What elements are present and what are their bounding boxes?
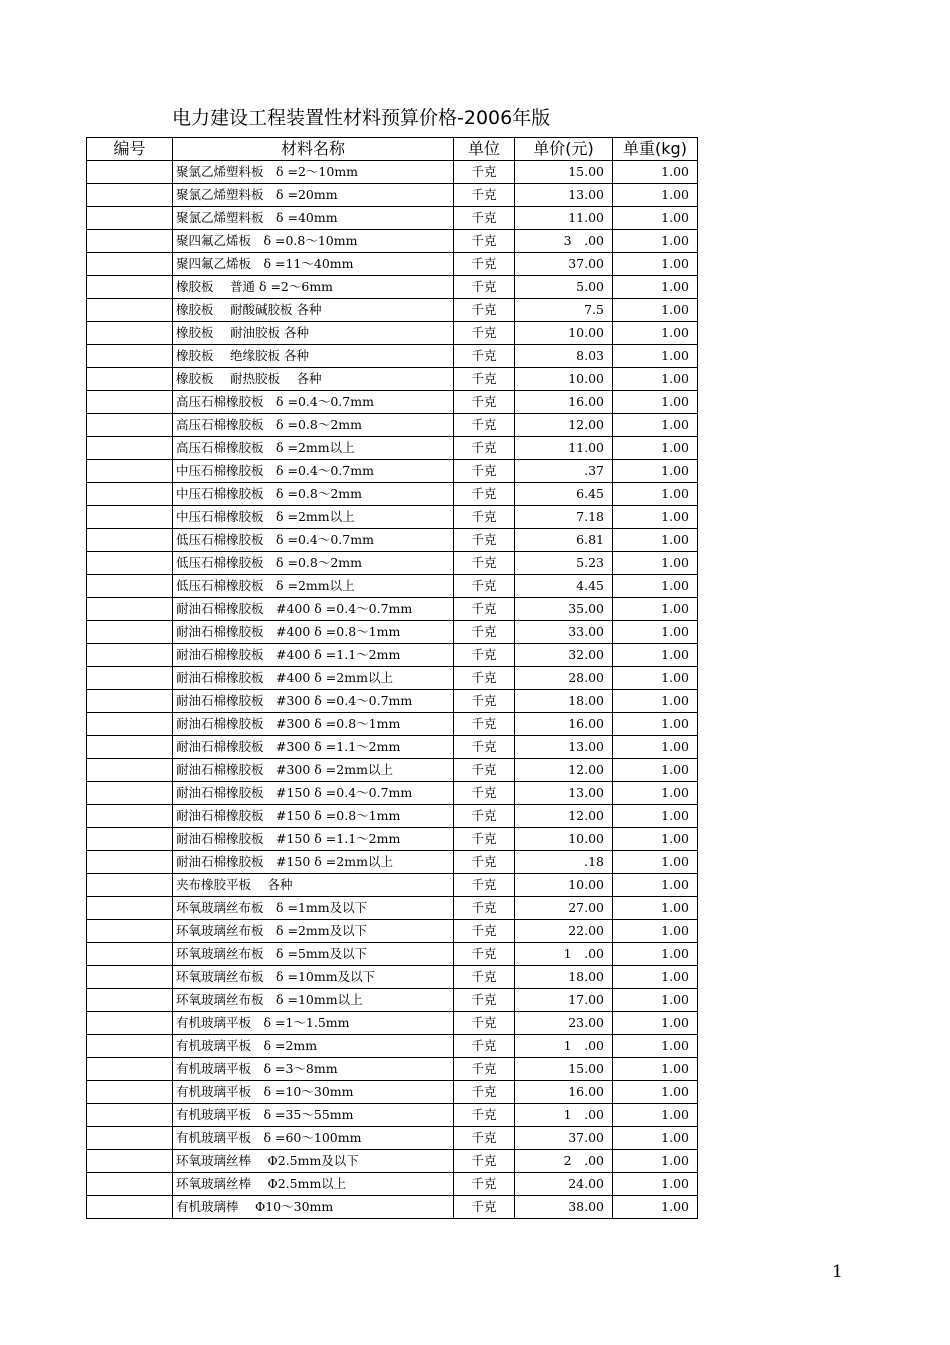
cell-unit-price: 7.18 bbox=[515, 506, 613, 529]
cell-unit-price: 11.00 bbox=[515, 207, 613, 230]
cell-material-name: 夹布橡胶平板 各种 bbox=[173, 874, 454, 897]
cell-unit-price: 13.00 bbox=[515, 736, 613, 759]
cell-unit-price: 37.00 bbox=[515, 253, 613, 276]
cell-code bbox=[87, 713, 173, 736]
cell-unit-weight: 1.00 bbox=[613, 345, 698, 368]
cell-material-name: 高压石棉橡胶板 δ =0.8～2mm bbox=[173, 414, 454, 437]
table-row bbox=[87, 529, 698, 552]
header-unit: 单位 bbox=[454, 138, 515, 161]
cell-code bbox=[87, 851, 173, 874]
cell-unit-weight: 1.00 bbox=[613, 184, 698, 207]
cell-code bbox=[87, 184, 173, 207]
cell-material-name: 耐油石棉橡胶板 #150 δ =2mm以上 bbox=[173, 851, 454, 874]
cell-material-name: 有机玻璃平板 δ =60～100mm bbox=[173, 1127, 454, 1150]
cell-unit-price: 33.00 bbox=[515, 621, 613, 644]
cell-unit-price: 16.00 bbox=[515, 1081, 613, 1104]
table-row bbox=[87, 1081, 698, 1104]
table-body bbox=[87, 161, 698, 1219]
cell-code bbox=[87, 230, 173, 253]
cell-code bbox=[87, 1196, 173, 1219]
cell-code bbox=[87, 506, 173, 529]
table-row bbox=[87, 713, 698, 736]
cell-unit-weight: 1.00 bbox=[613, 828, 698, 851]
cell-unit-weight: 1.00 bbox=[613, 529, 698, 552]
cell-material-name: 低压石棉橡胶板 δ =0.8～2mm bbox=[173, 552, 454, 575]
cell-material-name: 橡胶板 普通 δ =2～6mm bbox=[173, 276, 454, 299]
cell-material-name: 有机玻璃平板 δ =35～55mm bbox=[173, 1104, 454, 1127]
cell-unit-price: 18.00 bbox=[515, 690, 613, 713]
cell-unit: 千克 bbox=[454, 391, 515, 414]
cell-unit-weight: 1.00 bbox=[613, 207, 698, 230]
cell-material-name: 耐油石棉橡胶板 #150 δ =1.1～2mm bbox=[173, 828, 454, 851]
cell-material-name: 聚四氟乙烯板 δ =0.8～10mm bbox=[173, 230, 454, 253]
cell-material-name: 中压石棉橡胶板 δ =0.4～0.7mm bbox=[173, 460, 454, 483]
cell-unit-weight: 1.00 bbox=[613, 920, 698, 943]
cell-unit-price: 38.00 bbox=[515, 1196, 613, 1219]
cell-unit-weight: 1.00 bbox=[613, 874, 698, 897]
cell-material-name: 有机玻璃平板 δ =2mm bbox=[173, 1035, 454, 1058]
cell-material-name: 耐油石棉橡胶板 #400 δ =0.8～1mm bbox=[173, 621, 454, 644]
cell-material-name: 环氧玻璃丝布板 δ =5mm及以下 bbox=[173, 943, 454, 966]
cell-code bbox=[87, 552, 173, 575]
cell-unit: 千克 bbox=[454, 805, 515, 828]
table-row bbox=[87, 368, 698, 391]
cell-code bbox=[87, 805, 173, 828]
table-row bbox=[87, 759, 698, 782]
cell-code bbox=[87, 621, 173, 644]
table-row bbox=[87, 1035, 698, 1058]
table-row bbox=[87, 1104, 698, 1127]
table-row bbox=[87, 253, 698, 276]
cell-code bbox=[87, 345, 173, 368]
cell-unit-price: 16.00 bbox=[515, 391, 613, 414]
cell-unit-price: 22.00 bbox=[515, 920, 613, 943]
cell-unit-weight: 1.00 bbox=[613, 621, 698, 644]
table-row bbox=[87, 207, 698, 230]
cell-unit-weight: 1.00 bbox=[613, 897, 698, 920]
cell-unit-weight: 1.00 bbox=[613, 1058, 698, 1081]
cell-unit-price: 24.00 bbox=[515, 1173, 613, 1196]
cell-unit-weight: 1.00 bbox=[613, 1104, 698, 1127]
cell-unit-price: 1 .00 bbox=[515, 1104, 613, 1127]
cell-unit-weight: 1.00 bbox=[613, 598, 698, 621]
cell-unit: 千克 bbox=[454, 667, 515, 690]
table-row bbox=[87, 943, 698, 966]
cell-unit: 千克 bbox=[454, 1196, 515, 1219]
cell-code bbox=[87, 529, 173, 552]
table-header-row bbox=[87, 138, 698, 161]
cell-unit: 千克 bbox=[454, 989, 515, 1012]
cell-material-name: 中压石棉橡胶板 δ =2mm以上 bbox=[173, 506, 454, 529]
cell-unit: 千克 bbox=[454, 1127, 515, 1150]
cell-unit-weight: 1.00 bbox=[613, 276, 698, 299]
cell-unit-price: 2 .00 bbox=[515, 1150, 613, 1173]
cell-material-name: 聚氯乙烯塑料板 δ =40mm bbox=[173, 207, 454, 230]
cell-material-name: 橡胶板 耐酸碱胶板 各种 bbox=[173, 299, 454, 322]
cell-unit-weight: 1.00 bbox=[613, 506, 698, 529]
cell-code bbox=[87, 161, 173, 184]
table-row bbox=[87, 506, 698, 529]
cell-material-name: 橡胶板 绝缘胶板 各种 bbox=[173, 345, 454, 368]
cell-unit-price: 8.03 bbox=[515, 345, 613, 368]
cell-code bbox=[87, 1058, 173, 1081]
cell-code bbox=[87, 1081, 173, 1104]
cell-unit-weight: 1.00 bbox=[613, 483, 698, 506]
cell-material-name: 低压石棉橡胶板 δ =0.4～0.7mm bbox=[173, 529, 454, 552]
cell-unit: 千克 bbox=[454, 828, 515, 851]
cell-unit-price: 4.45 bbox=[515, 575, 613, 598]
cell-unit: 千克 bbox=[454, 1012, 515, 1035]
cell-unit: 千克 bbox=[454, 1150, 515, 1173]
cell-unit: 千克 bbox=[454, 230, 515, 253]
cell-unit-weight: 1.00 bbox=[613, 1035, 698, 1058]
cell-unit-price: 15.00 bbox=[515, 1058, 613, 1081]
table-row bbox=[87, 621, 698, 644]
cell-code bbox=[87, 644, 173, 667]
header-weight: 单重(kg) bbox=[613, 138, 698, 161]
cell-code bbox=[87, 1035, 173, 1058]
cell-unit: 千克 bbox=[454, 897, 515, 920]
cell-material-name: 环氧玻璃丝棒 Φ2.5mm及以下 bbox=[173, 1150, 454, 1173]
cell-code bbox=[87, 759, 173, 782]
cell-code bbox=[87, 207, 173, 230]
cell-unit-weight: 1.00 bbox=[613, 552, 698, 575]
cell-unit: 千克 bbox=[454, 713, 515, 736]
cell-code bbox=[87, 897, 173, 920]
cell-unit-price: 1 .00 bbox=[515, 943, 613, 966]
table-row bbox=[87, 667, 698, 690]
table-row bbox=[87, 897, 698, 920]
cell-unit-price: 28.00 bbox=[515, 667, 613, 690]
table-row bbox=[87, 805, 698, 828]
cell-unit: 千克 bbox=[454, 736, 515, 759]
cell-material-name: 环氧玻璃丝布板 δ =10mm及以下 bbox=[173, 966, 454, 989]
cell-unit-weight: 1.00 bbox=[613, 989, 698, 1012]
table-row bbox=[87, 644, 698, 667]
header-name: 材料名称 bbox=[173, 138, 454, 161]
cell-unit-price: .18 bbox=[515, 851, 613, 874]
table-row bbox=[87, 1150, 698, 1173]
cell-material-name: 耐油石棉橡胶板 #400 δ =2mm以上 bbox=[173, 667, 454, 690]
cell-unit-weight: 1.00 bbox=[613, 161, 698, 184]
table-row bbox=[87, 920, 698, 943]
cell-unit-price: 32.00 bbox=[515, 644, 613, 667]
cell-unit-weight: 1.00 bbox=[613, 713, 698, 736]
table-row bbox=[87, 736, 698, 759]
cell-material-name: 高压石棉橡胶板 δ =2mm以上 bbox=[173, 437, 454, 460]
cell-unit-weight: 1.00 bbox=[613, 1150, 698, 1173]
cell-material-name: 耐油石棉橡胶板 #300 δ =1.1～2mm bbox=[173, 736, 454, 759]
header-price: 单价(元) bbox=[515, 138, 613, 161]
cell-unit-price: 5.00 bbox=[515, 276, 613, 299]
table-row bbox=[87, 460, 698, 483]
table-row bbox=[87, 276, 698, 299]
cell-unit-price: 6.81 bbox=[515, 529, 613, 552]
cell-unit-weight: 1.00 bbox=[613, 322, 698, 345]
cell-code bbox=[87, 1173, 173, 1196]
table-row bbox=[87, 345, 698, 368]
cell-unit: 千克 bbox=[454, 621, 515, 644]
cell-material-name: 环氧玻璃丝布板 δ =2mm及以下 bbox=[173, 920, 454, 943]
cell-unit-weight: 1.00 bbox=[613, 736, 698, 759]
cell-unit-weight: 1.00 bbox=[613, 1012, 698, 1035]
cell-unit-weight: 1.00 bbox=[613, 805, 698, 828]
table-row bbox=[87, 299, 698, 322]
cell-unit-weight: 1.00 bbox=[613, 1173, 698, 1196]
cell-material-name: 有机玻璃棒 Φ10～30mm bbox=[173, 1196, 454, 1219]
cell-code bbox=[87, 1012, 173, 1035]
table-row bbox=[87, 874, 698, 897]
cell-unit: 千克 bbox=[454, 690, 515, 713]
cell-unit-weight: 1.00 bbox=[613, 368, 698, 391]
cell-unit-price: 10.00 bbox=[515, 368, 613, 391]
cell-unit-price: 10.00 bbox=[515, 322, 613, 345]
table-row bbox=[87, 322, 698, 345]
cell-unit-price: 12.00 bbox=[515, 414, 613, 437]
cell-unit: 千克 bbox=[454, 529, 515, 552]
cell-unit: 千克 bbox=[454, 1104, 515, 1127]
cell-unit-price: 6.45 bbox=[515, 483, 613, 506]
table-row bbox=[87, 230, 698, 253]
cell-unit-price: 17.00 bbox=[515, 989, 613, 1012]
cell-unit: 千克 bbox=[454, 920, 515, 943]
cell-unit-price: 16.00 bbox=[515, 713, 613, 736]
table-row bbox=[87, 483, 698, 506]
cell-unit-weight: 1.00 bbox=[613, 460, 698, 483]
cell-material-name: 耐油石棉橡胶板 #150 δ =0.8～1mm bbox=[173, 805, 454, 828]
page-title: 电力建设工程装置性材料预算价格-2006年版 bbox=[172, 107, 551, 129]
cell-code bbox=[87, 943, 173, 966]
cell-code bbox=[87, 782, 173, 805]
cell-material-name: 耐油石棉橡胶板 #300 δ =0.4～0.7mm bbox=[173, 690, 454, 713]
cell-unit-weight: 1.00 bbox=[613, 759, 698, 782]
cell-unit-price: .37 bbox=[515, 460, 613, 483]
cell-unit-weight: 1.00 bbox=[613, 667, 698, 690]
cell-material-name: 有机玻璃平板 δ =1～1.5mm bbox=[173, 1012, 454, 1035]
cell-unit: 千克 bbox=[454, 276, 515, 299]
cell-unit-weight: 1.00 bbox=[613, 391, 698, 414]
cell-unit: 千克 bbox=[454, 759, 515, 782]
cell-unit-weight: 1.00 bbox=[613, 966, 698, 989]
cell-material-name: 橡胶板 耐油胶板 各种 bbox=[173, 322, 454, 345]
cell-code bbox=[87, 736, 173, 759]
cell-code bbox=[87, 1104, 173, 1127]
cell-unit-price: 11.00 bbox=[515, 437, 613, 460]
cell-code bbox=[87, 460, 173, 483]
cell-material-name: 有机玻璃平板 δ =10～30mm bbox=[173, 1081, 454, 1104]
cell-unit: 千克 bbox=[454, 552, 515, 575]
cell-unit: 千克 bbox=[454, 345, 515, 368]
cell-unit-weight: 1.00 bbox=[613, 299, 698, 322]
cell-code bbox=[87, 483, 173, 506]
cell-unit: 千克 bbox=[454, 207, 515, 230]
cell-code bbox=[87, 276, 173, 299]
cell-unit-weight: 1.00 bbox=[613, 575, 698, 598]
table-row bbox=[87, 966, 698, 989]
table-row bbox=[87, 1012, 698, 1035]
cell-unit-price: 27.00 bbox=[515, 897, 613, 920]
cell-code bbox=[87, 598, 173, 621]
cell-unit: 千克 bbox=[454, 460, 515, 483]
cell-unit: 千克 bbox=[454, 782, 515, 805]
cell-unit-weight: 1.00 bbox=[613, 1081, 698, 1104]
cell-unit: 千克 bbox=[454, 1035, 515, 1058]
cell-unit-weight: 1.00 bbox=[613, 414, 698, 437]
cell-code bbox=[87, 1127, 173, 1150]
cell-code bbox=[87, 368, 173, 391]
cell-unit: 千克 bbox=[454, 322, 515, 345]
table-row bbox=[87, 437, 698, 460]
cell-material-name: 环氧玻璃丝布板 δ =1mm及以下 bbox=[173, 897, 454, 920]
table-row bbox=[87, 989, 698, 1012]
cell-material-name: 高压石棉橡胶板 δ =0.4～0.7mm bbox=[173, 391, 454, 414]
cell-unit: 千克 bbox=[454, 437, 515, 460]
cell-code bbox=[87, 966, 173, 989]
cell-unit-price: 5.23 bbox=[515, 552, 613, 575]
cell-unit-price: 12.00 bbox=[515, 759, 613, 782]
cell-code bbox=[87, 437, 173, 460]
cell-unit-price: 7.5 bbox=[515, 299, 613, 322]
cell-material-name: 聚氯乙烯塑料板 δ =20mm bbox=[173, 184, 454, 207]
cell-unit-weight: 1.00 bbox=[613, 690, 698, 713]
cell-unit: 千克 bbox=[454, 966, 515, 989]
cell-material-name: 有机玻璃平板 δ =3～8mm bbox=[173, 1058, 454, 1081]
cell-unit-price: 10.00 bbox=[515, 874, 613, 897]
header-code: 编号 bbox=[87, 138, 173, 161]
cell-code bbox=[87, 920, 173, 943]
cell-code bbox=[87, 299, 173, 322]
cell-unit-weight: 1.00 bbox=[613, 253, 698, 276]
cell-unit-weight: 1.00 bbox=[613, 1196, 698, 1219]
cell-unit: 千克 bbox=[454, 851, 515, 874]
cell-code bbox=[87, 414, 173, 437]
cell-unit-weight: 1.00 bbox=[613, 782, 698, 805]
cell-unit-price: 35.00 bbox=[515, 598, 613, 621]
table-row bbox=[87, 782, 698, 805]
cell-material-name: 耐油石棉橡胶板 #400 δ =0.4～0.7mm bbox=[173, 598, 454, 621]
cell-unit-price: 1 .00 bbox=[515, 1035, 613, 1058]
cell-unit: 千克 bbox=[454, 299, 515, 322]
cell-unit: 千克 bbox=[454, 943, 515, 966]
cell-unit-weight: 1.00 bbox=[613, 943, 698, 966]
cell-unit-price: 13.00 bbox=[515, 184, 613, 207]
cell-code bbox=[87, 322, 173, 345]
cell-unit-price: 12.00 bbox=[515, 805, 613, 828]
cell-unit: 千克 bbox=[454, 1173, 515, 1196]
cell-unit-weight: 1.00 bbox=[613, 1127, 698, 1150]
cell-material-name: 耐油石棉橡胶板 #300 δ =2mm以上 bbox=[173, 759, 454, 782]
cell-material-name: 耐油石棉橡胶板 #400 δ =1.1～2mm bbox=[173, 644, 454, 667]
material-price-table bbox=[86, 137, 698, 1219]
table-row bbox=[87, 414, 698, 437]
cell-code bbox=[87, 828, 173, 851]
cell-unit: 千克 bbox=[454, 1058, 515, 1081]
cell-code bbox=[87, 575, 173, 598]
table-row bbox=[87, 851, 698, 874]
cell-code bbox=[87, 989, 173, 1012]
table-row bbox=[87, 552, 698, 575]
cell-material-name: 聚四氟乙烯板 δ =11～40mm bbox=[173, 253, 454, 276]
cell-unit: 千克 bbox=[454, 483, 515, 506]
cell-unit-weight: 1.00 bbox=[613, 851, 698, 874]
cell-unit: 千克 bbox=[454, 184, 515, 207]
cell-unit-weight: 1.00 bbox=[613, 437, 698, 460]
cell-unit-weight: 1.00 bbox=[613, 644, 698, 667]
cell-unit-price: 18.00 bbox=[515, 966, 613, 989]
cell-material-name: 聚氯乙烯塑料板 δ =2～10mm bbox=[173, 161, 454, 184]
cell-unit-price: 15.00 bbox=[515, 161, 613, 184]
table-row bbox=[87, 690, 698, 713]
page-number: 1 bbox=[832, 1262, 843, 1282]
table-row bbox=[87, 1127, 698, 1150]
cell-code bbox=[87, 253, 173, 276]
cell-unit: 千克 bbox=[454, 253, 515, 276]
cell-material-name: 环氧玻璃丝棒 Φ2.5mm以上 bbox=[173, 1173, 454, 1196]
cell-unit-price: 10.00 bbox=[515, 828, 613, 851]
cell-code bbox=[87, 874, 173, 897]
cell-code bbox=[87, 391, 173, 414]
cell-unit-price: 23.00 bbox=[515, 1012, 613, 1035]
cell-code bbox=[87, 667, 173, 690]
cell-unit: 千克 bbox=[454, 414, 515, 437]
cell-unit: 千克 bbox=[454, 1081, 515, 1104]
table-row bbox=[87, 598, 698, 621]
cell-material-name: 环氧玻璃丝布板 δ =10mm以上 bbox=[173, 989, 454, 1012]
cell-unit: 千克 bbox=[454, 575, 515, 598]
cell-unit: 千克 bbox=[454, 644, 515, 667]
cell-unit-price: 37.00 bbox=[515, 1127, 613, 1150]
cell-material-name: 中压石棉橡胶板 δ =0.8～2mm bbox=[173, 483, 454, 506]
table-row bbox=[87, 828, 698, 851]
cell-unit: 千克 bbox=[454, 506, 515, 529]
cell-unit-price: 3 .00 bbox=[515, 230, 613, 253]
cell-unit: 千克 bbox=[454, 368, 515, 391]
cell-code bbox=[87, 690, 173, 713]
table-row bbox=[87, 184, 698, 207]
cell-unit: 千克 bbox=[454, 161, 515, 184]
cell-material-name: 低压石棉橡胶板 δ =2mm以上 bbox=[173, 575, 454, 598]
cell-unit-price: 13.00 bbox=[515, 782, 613, 805]
cell-material-name: 耐油石棉橡胶板 #300 δ =0.8～1mm bbox=[173, 713, 454, 736]
cell-unit: 千克 bbox=[454, 874, 515, 897]
table-row bbox=[87, 575, 698, 598]
cell-code bbox=[87, 1150, 173, 1173]
table-row bbox=[87, 1058, 698, 1081]
table-row bbox=[87, 1196, 698, 1219]
table-row bbox=[87, 1173, 698, 1196]
cell-material-name: 橡胶板 耐热胶板 各种 bbox=[173, 368, 454, 391]
cell-material-name: 耐油石棉橡胶板 #150 δ =0.4～0.7mm bbox=[173, 782, 454, 805]
table-row bbox=[87, 161, 698, 184]
cell-unit: 千克 bbox=[454, 598, 515, 621]
cell-unit-weight: 1.00 bbox=[613, 230, 698, 253]
table-row bbox=[87, 391, 698, 414]
